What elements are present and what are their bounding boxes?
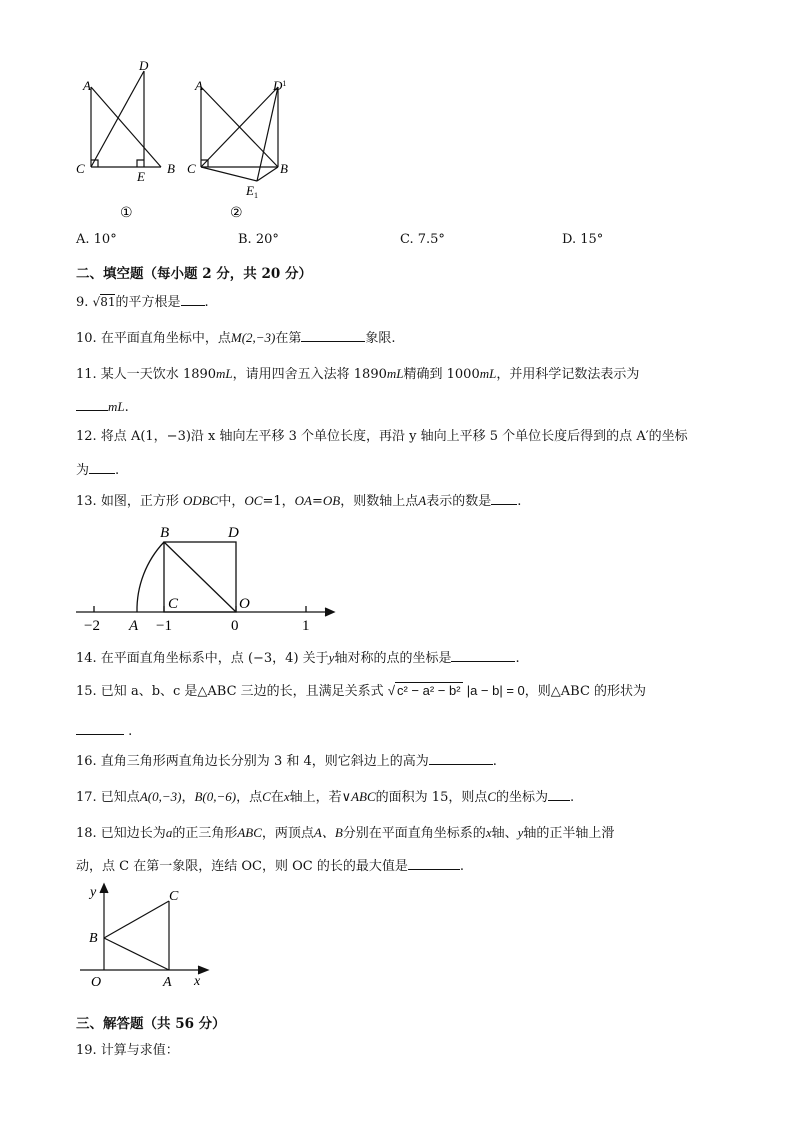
q13-blank[interactable]	[491, 492, 517, 505]
q17-mid4: 的面积为 15，则点	[375, 790, 488, 805]
q18-abc: ABC	[237, 825, 262, 840]
q11-unit-4: mL	[108, 399, 125, 414]
q15-pre: 15. 已知 a、b、c 是△ABC 三边的长，且满足关系式	[76, 684, 384, 699]
fig18-label-y: y	[90, 885, 97, 900]
q13-square: ODBC	[182, 493, 219, 508]
fig2-label-e-main: E	[246, 183, 254, 198]
question-18-line-2	[76, 857, 464, 875]
q13-a: A	[418, 493, 427, 508]
fig13-tick-0: 0	[231, 618, 239, 634]
q11-unit-1: mL	[216, 366, 233, 381]
q10-pre: 在平面直角坐标中，点	[100, 331, 231, 346]
fig1-label-c: C	[76, 161, 85, 176]
q15-abs: |a − b| = 0	[466, 683, 525, 698]
q14-blank[interactable]	[451, 649, 515, 662]
question-15-line-2	[76, 722, 132, 740]
q17-mid3: 轴上，若∨	[289, 790, 352, 805]
fig1-label-b: B	[167, 161, 175, 176]
q9-text: 的平方根是	[115, 295, 181, 310]
q16-end: .	[492, 754, 497, 769]
q17-x: x	[283, 789, 290, 804]
q9-sqrt: √81	[92, 295, 116, 309]
fig1-label-e: E	[137, 169, 145, 184]
q11-post: .	[124, 400, 129, 415]
figure-18-coordinate	[80, 878, 220, 993]
q12-line2: 为	[76, 463, 90, 478]
question-13	[76, 492, 521, 510]
q11-b: ，请用四舍五入法将 1890	[232, 367, 387, 382]
fig2-label-c: C	[187, 161, 196, 176]
q14-end: .	[515, 651, 520, 666]
q13-ob: OB	[322, 493, 341, 508]
q11-unit-2: mL	[386, 366, 404, 381]
fig13-label-d: D	[228, 525, 239, 541]
question-15-line-1	[76, 683, 646, 700]
fig2-label-a: A	[195, 78, 203, 93]
q15-post: ，则△ABC 的形状为	[524, 684, 647, 699]
figure-2	[201, 87, 278, 181]
question-16	[76, 752, 497, 770]
q18-y: y	[517, 825, 524, 840]
q18-f1: 轴的正半轴上滑	[523, 826, 615, 841]
option-c: C. 7.5°	[400, 232, 445, 247]
q13-eq1: =1，	[262, 494, 295, 509]
q15-end: .	[124, 724, 133, 739]
q15-expr: c² − a² − b²	[396, 683, 461, 698]
q18-d1: 分别在平面直角坐标系的	[342, 826, 486, 841]
q18-a1: 18. 已知边长为	[76, 826, 166, 841]
fig13-label-b: B	[160, 525, 170, 541]
figure-13-number-line	[70, 516, 350, 636]
fig18-label-o: O	[91, 975, 102, 990]
q17-mid2: 在	[270, 790, 284, 805]
fig2-caption: ②	[230, 205, 243, 221]
q17-b: B	[194, 789, 203, 804]
q15-blank[interactable]	[76, 722, 124, 735]
q11-c: 精确到 1000	[403, 367, 480, 382]
q18-x: x	[485, 825, 492, 840]
q12-blank[interactable]	[89, 461, 115, 474]
q17-c2: C	[487, 789, 497, 804]
q11-d: ，并用科学记数法表示为	[496, 367, 640, 382]
fig2-label-e-sub: 1	[253, 191, 258, 200]
q17-c: C	[262, 789, 271, 804]
q14-text: 14. 在平面直角坐标系中，点 (−3，4) 关于	[76, 651, 329, 666]
fig13-tick-minus-2: −2	[84, 618, 100, 634]
q13-number: 13.	[76, 494, 97, 509]
section-2-title: 二、填空题（每小题 2 分，共 20 分）	[76, 266, 312, 282]
q18-line2: 动，点 C 在第一象限，连结 OC，则 OC 的长的最大值是	[76, 859, 408, 874]
fig2-label-d-sub: 1	[282, 79, 287, 88]
fig18-label-b: B	[89, 931, 98, 946]
fig1-label-a: A	[83, 78, 91, 93]
q10-number: 10.	[76, 331, 97, 346]
q17-abc: ABC	[351, 789, 376, 804]
question-18-line-1	[76, 825, 614, 842]
q13-oa: OA	[294, 493, 312, 508]
question-10	[76, 329, 396, 347]
fig13-label-o: O	[239, 596, 250, 612]
q13-end: .	[517, 494, 522, 509]
q10-post: 象限.	[365, 331, 396, 346]
figure-1	[91, 71, 161, 167]
q17-comma: ，	[181, 790, 195, 805]
q9-end: .	[204, 295, 209, 310]
fig13-tick-minus-1: −1	[156, 618, 172, 634]
q18-a: a	[165, 825, 173, 840]
fig13-label-c: C	[168, 596, 179, 612]
question-19: 19. 计算与求值：	[76, 1043, 179, 1058]
fig18-label-c: C	[169, 889, 179, 904]
fig2-label-d	[272, 78, 286, 93]
fig18-label-a: A	[163, 975, 172, 990]
q17-post: 的坐标为	[496, 790, 549, 805]
q13-pre: 如图，正方形	[100, 494, 179, 509]
q16-text: 16. 直角三角形两直角边长分别为 3 和 4，则它斜边上的高为	[76, 754, 429, 769]
fig13-label-a: A	[129, 618, 139, 634]
q12-end: .	[115, 463, 120, 478]
fig2-label-d-main: D	[273, 78, 283, 93]
q10-coords: (2,−3)	[241, 330, 276, 345]
q17-a-coord: (0,−3)	[147, 789, 182, 804]
figure-triangles	[70, 55, 310, 225]
q17-pre: 17. 已知点	[76, 790, 140, 805]
q18-ab: A、B	[313, 825, 343, 840]
q18-c1: ，两顶点	[261, 826, 314, 841]
q10-point: M	[230, 330, 242, 345]
q9-blank[interactable]	[181, 293, 205, 306]
q17-mid: ，点	[236, 790, 263, 805]
question-12-line-2	[76, 461, 119, 479]
fig2-label-b: B	[280, 161, 288, 176]
q10-mid: 在第	[275, 331, 302, 346]
q13-mid: 中，	[218, 494, 245, 509]
question-11-line-1	[76, 366, 639, 383]
q18-blank[interactable]	[408, 857, 460, 870]
question-12-line-1: 12. 将点 A(1，−3)沿 x 轴向左平移 3 个单位长度，再沿 y 轴向上平移 5 个单位长度后得到的点 A′的坐标	[76, 429, 688, 444]
q11-a: 11. 某人一天饮水 1890	[76, 367, 217, 382]
fig18-label-x: x	[194, 974, 201, 989]
q17-blank[interactable]	[548, 788, 570, 801]
question-14	[76, 649, 520, 667]
question-9	[76, 293, 209, 311]
q17-b-coord: (0,−6)	[202, 789, 237, 804]
q18-b1: 的正三角形	[172, 826, 238, 841]
q17-a: A	[139, 789, 148, 804]
q13-oc: OC	[244, 493, 263, 508]
option-b: B. 20°	[238, 232, 279, 247]
q9-radicand: 81	[100, 295, 116, 309]
q13-eq2: =	[311, 494, 323, 509]
q11-unit-3: mL	[479, 366, 497, 381]
q18-e1: 轴、	[491, 826, 518, 841]
q14-text2: 轴对称的点的坐标是	[334, 651, 452, 666]
question-17	[76, 788, 574, 806]
section-3-title: 三、解答题（共 56 分）	[76, 1016, 226, 1032]
q10-blank[interactable]	[301, 329, 365, 342]
q16-blank[interactable]	[429, 752, 493, 765]
q14-y: y	[328, 650, 335, 665]
q15-sqrt: √ c² − a² − b²	[387, 683, 461, 698]
q11-blank[interactable]	[76, 398, 108, 411]
fig2-label-e	[245, 183, 258, 200]
q18-end: .	[459, 859, 464, 874]
option-d: D. 15°	[562, 232, 604, 247]
fig1-caption: ①	[120, 205, 133, 221]
q17-end: .	[570, 790, 575, 805]
question-11-line-2	[76, 398, 129, 416]
q13-post2: 表示的数是	[426, 494, 492, 509]
fig1-label-d: D	[139, 58, 149, 73]
fig13-tick-1: 1	[302, 618, 310, 634]
option-a: A. 10°	[76, 232, 117, 247]
q13-post1: ，则数轴上点	[340, 494, 419, 509]
q9-number: 9.	[76, 295, 89, 310]
